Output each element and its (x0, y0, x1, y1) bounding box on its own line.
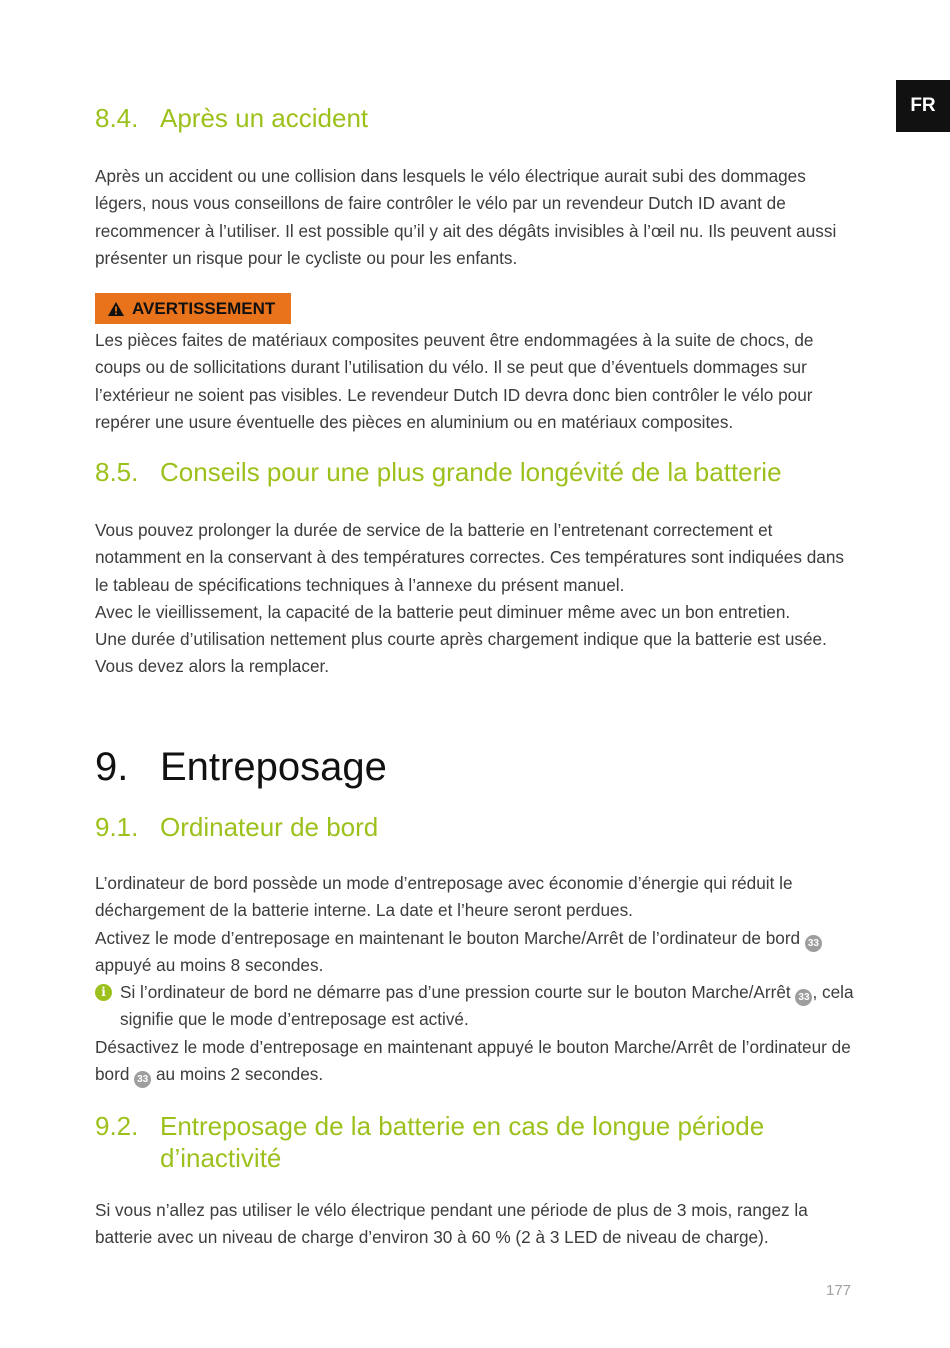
section-8-4-heading (95, 102, 800, 134)
paragraph (95, 1034, 855, 1089)
section-9-2-heading (95, 1110, 800, 1174)
warning-label: AVERTISSEMENT (132, 298, 276, 318)
chapter-title: Entreposage (160, 745, 387, 789)
section-9-2-body: Si vous n’allez pas utiliser le vélo électrique pendant une période de plus de 3 mois, rangez la batterie avec un niveau de charge d’environ 30 à 60 % (2 à 3 LED de niveau de charge). (95, 1200, 808, 1248)
section-8-4-body: Après un accident ou une collision dans lesquels le vélo électrique aurait subi des dommages légers, nous vous conseillons de faire contrôler le vélo par un revendeur Dutch ID avant de recommencer à l’utiliser. Il est possible qu’il y ait des dégâts invisibles à l’œil nu. Ils peuvent aussi présenter un risque pour le cycliste ou pour les enfants. (95, 166, 837, 268)
chapter-9-heading (95, 742, 387, 792)
warning-badge (95, 293, 291, 324)
section-9-1-heading (95, 811, 800, 843)
page-number: 177 (826, 1282, 852, 1299)
section-8-5-body (95, 517, 855, 681)
info-icon: i (95, 984, 112, 1001)
language-tab: FR (896, 80, 950, 132)
section-number: 8.4. (95, 103, 139, 133)
info-note (95, 979, 855, 1034)
section-title: Conseils pour une plus grande longévité de la batterie (160, 457, 782, 487)
section-number: 9.2. (95, 1111, 139, 1141)
paragraph (95, 925, 855, 980)
section-title: Après un accident (160, 103, 369, 133)
paragraph-text: Activez le mode d’entreposage en maintenant le bouton Marche/Arrêt de l’ordinateur de bord (95, 927, 801, 948)
paragraph-text: Désactivez le mode d’entreposage en maintenant appuyé le bouton Marche/Arrêt de l’ordinateur de bord (95, 1036, 851, 1085)
note-text: Si l’ordinateur de bord ne démarre pas d’une pression courte sur le bouton Marche/Arrêt (120, 982, 791, 1003)
warning-body: Les pièces faites de matériaux composites peuvent être endommagées à la suite de chocs, de coups ou de sollicitations durant l’utilisation du vélo. Il se peut que d’éventuels dommages sur l’extérieur ne soient pas visibles. Le revendeur Dutch ID devra donc bien contrôler le vélo pour repérer une usure éventuelle des pièces en aluminium ou en matériaux composites. (95, 330, 814, 432)
note-text: , cela signifie que le mode d’entreposage est activé. (120, 982, 854, 1030)
section-8-5-heading (95, 456, 860, 488)
reference-badge: 33 (795, 989, 812, 1006)
reference-badge: 33 (134, 1071, 151, 1088)
reference-badge: 33 (805, 935, 822, 952)
section-number: 8.5. (95, 457, 139, 487)
chapter-number: 9. (95, 745, 129, 789)
paragraph-line: Une durée d’utilisation nettement plus courte après chargement indique que la batterie est usée. Vous devez alors la remplacer. (95, 629, 827, 677)
paragraph-text: au moins 2 secondes. (155, 1064, 324, 1085)
section-number: 9.1. (95, 812, 139, 842)
warning-triangle-icon (107, 301, 125, 317)
paragraph-line: Avec le vieillissement, la capacité de la batterie peut diminuer même avec un bon entretien. (95, 601, 791, 622)
section-9-1-body (95, 870, 855, 1088)
paragraph-text: appuyé au moins 8 secondes. (95, 954, 324, 975)
section-title: Ordinateur de bord (160, 812, 379, 842)
paragraph-line: Vous pouvez prolonger la durée de service de la batterie en l’entretenant correctement et notamment en la conservant à des températures correctes. Ces températures sont indiquées dans le tableau de spécifications techniques à l’annexe du présent manuel. (95, 520, 845, 595)
section-title: Entreposage de la batterie en cas de longue période d’inactivité (160, 1111, 765, 1173)
paragraph: L’ordinateur de bord possède un mode d’entreposage avec économie d’énergie qui réduit le déchargement de la batterie interne. La date et l’heure seront perdues. (95, 873, 793, 921)
